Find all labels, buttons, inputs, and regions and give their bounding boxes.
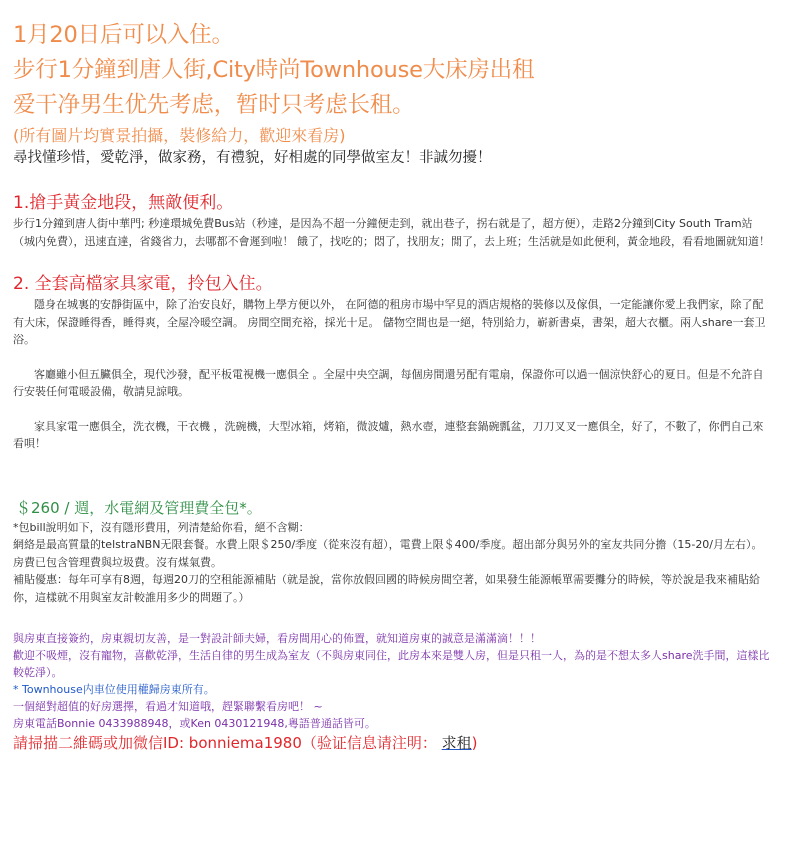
section2-para-3: 家具家電一應俱全，洗衣機，干衣機 ，洗碗機，大型冰箱，烤箱，微波爐，熱水壺，連整套鍋碗瓢盆，刀刀叉叉一應俱全，好了，不數了，你們自己來看唄！ [13, 419, 764, 450]
price-headline: ＄260 / 週，水電網及管理費全包*。 [16, 498, 262, 517]
section2-para-2: 客廳雖小但五臟俱全，現代沙發，配平板電視機一應俱全 。全屋中央空調，每個房間還另配有電扇，保證你可以過一個涼快舒心的夏日。但是不允許自行安裝任何電暖設備，敬請見諒哦。 [13, 367, 764, 398]
section1-title: 1.搶手黃金地段，無敵便利。 [13, 193, 234, 213]
wechat-text: 請掃描二維碼或加微信ID: bonniema1980（验证信息请注明： [13, 734, 442, 752]
section2-body [13, 296, 773, 453]
bill-note: *包bill說明如下，沒有隱形費用，列清楚給你看，絕不含糊： [13, 520, 310, 534]
photo-note: (所有圖片均實景拍攝，裝修給力，歡迎來看房) [13, 126, 346, 145]
intro-text: 尋找懂珍惜，愛乾淨，做家務，有禮貌，好相處的同學做室友！非誠勿擾！ [13, 150, 492, 166]
parking-note: * Townhouse内車位使用權歸房東所有。 [13, 683, 215, 696]
utilities-note: 網絡是最高質量的telstraNBN无限套餐。水費上限＄250/季度（從來沒有超），電費上限＄400/季度。超出部分與另外的室友共同分擔（15-20/月左右）。房費已包含管理費與垃圾費。沒有煤氣費。 [13, 538, 763, 569]
tenant-requirements: 歡迎不吸煙，沒有寵物，喜歡乾淨，生活自律的男生成為室友（不與房東同住，此房本來是雙人房，但是只租一人，為的是不想太多人share洗手間，這樣比較乾淨）。 [13, 649, 770, 679]
subsidy-note: 補貼優惠：每年可享有8週，每週20刀的空租能源補貼（就是說，當你放假回國的時候房間空著，如果發生能源帳單需要攤分的時候，等於說是我來補貼給你，這樣就不用與室友計較誰用多少的問題了。） [13, 573, 760, 604]
footer-notes [13, 630, 773, 732]
wechat-contact [13, 732, 773, 754]
section2-para-1: 隱身在城裏的安靜街區中，除了治安良好，購物上學方便以外， 在阿德的租房市場中罕見的酒店規格的裝修以及傢俱，一定能讓你愛上我們家，除了配有大床，保證睡得香，睡得爽，全屋冷暖空調。 房間空間充裕，採光十足。 儲物空間也是一絕，特別給力，嶄新書桌，書架，超大衣櫃。兩人share一套卫浴。 [13, 298, 766, 346]
headline-location: 步行1分鐘到唐人街,City時尚Townhouse大床房出租 [13, 57, 535, 83]
headline-preference: 爱干净男生优先考虑，暂时只考虑长租。 [13, 92, 415, 118]
phone-note: 房東電話Bonnie 0433988948，或Ken 0430121948,粵語普通話皆可。 [13, 717, 376, 730]
wechat-keyword-link[interactable]: 求租 [441, 734, 472, 752]
pricing-notes [13, 519, 773, 607]
value-note: 一個絕對超值的好房選擇，看過才知道哦，趕緊聯繫看房吧！ ~ [13, 700, 323, 713]
section1-body [13, 215, 773, 250]
landlord-note: 與房東直接簽約，房東親切友善，是一對設計師夫婦，看房間用心的佈置，就知道房東的誠意是滿滿滴！！！ [13, 632, 541, 645]
wechat-close: ) [471, 734, 478, 752]
section1-text: 步行1分鐘到唐人街中華門; 秒達環城免費Bus站（秒達，是因為不超一分鐘便走到，就出巷子，拐右就是了，超方便），走路2分鐘到City South Tram站（城内免費），迅速直達，省錢省力，去哪都不會遲到啦！ 餓了，找吃的；悶了，找朋友；閒了，去上班；生活就是如此便利，黃金地段，看看地圖就知道！ [13, 217, 770, 248]
section2-title: 2. 全套高檔家具家電，拎包入住。 [13, 274, 273, 294]
headline-move-in: 1月20日后可以入住。 [13, 22, 234, 48]
